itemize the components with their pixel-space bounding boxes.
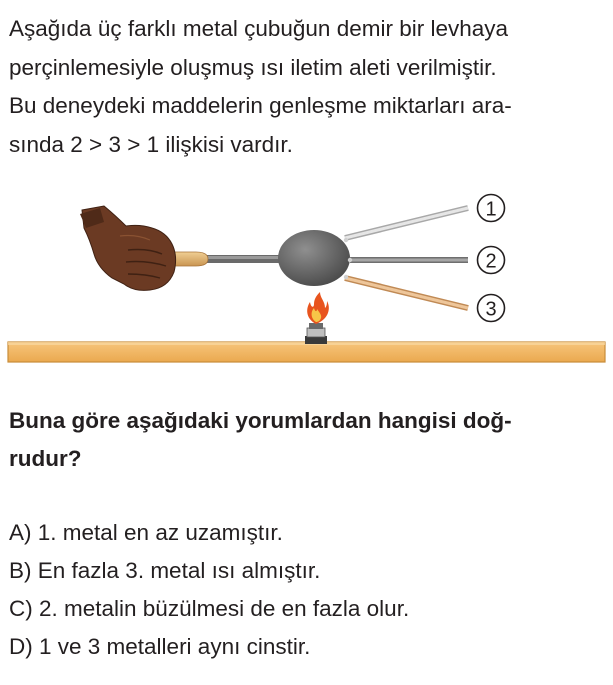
heat-conduction-figure [0,180,613,390]
glove-icon [80,206,176,290]
rod-label-2 [478,247,505,274]
question-text [9,402,609,478]
flame-icon [307,292,329,324]
option-d[interactable]: D) 1 ve 3 metalleri aynı cinstir. [9,634,311,659]
intro-text [9,10,609,164]
apparatus-illustration [0,180,613,390]
intro-line: Aşağıda üç farklı metal çubuğun demir bir levhaya [9,16,509,41]
svg-text:1: 1 [485,198,497,221]
intro-line: sında 2 > 3 > 1 ilişkisi vardır. [9,131,293,157]
option-b[interactable]: B) En fazla 3. metal ısı almıştır. [9,558,321,583]
svg-text:2: 2 [485,250,497,273]
intro-line: perçinlemesiyle oluşmuş ısı iletim aleti verilmiştir. [9,54,497,80]
option-c[interactable]: C) 2. metalin büzülmesi de en fazla olur. [9,596,410,621]
rod-label-1 [478,195,505,222]
burner [305,323,327,344]
rod-label-3 [478,295,505,322]
question-line: Buna göre aşağıdaki yorumlardan hangisi doğ- [9,408,512,433]
svg-text:3: 3 [485,298,497,321]
iron-sphere [278,230,352,286]
question-line: rudur? [9,446,82,471]
metal-rods [345,208,468,308]
answer-options [9,514,609,666]
handle-rod [200,255,290,263]
option-a[interactable]: A) 1. metal en az uzamıştır. [9,520,283,545]
intro-line: Bu deneydeki maddelerin genleşme miktarları ara- [9,93,512,118]
wooden-board [8,342,605,362]
